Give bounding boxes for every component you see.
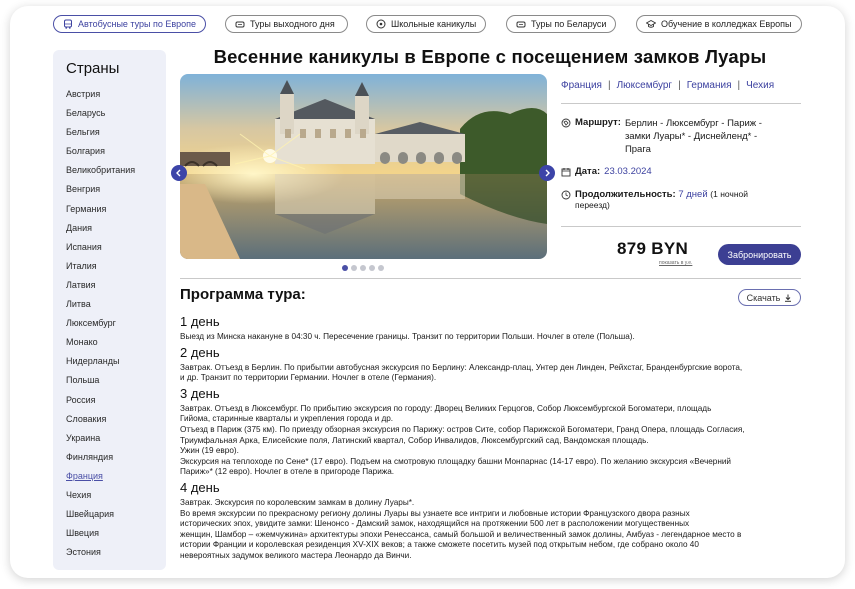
nav-colleges[interactable] <box>636 15 802 33</box>
sidebar-country-item[interactable]: Великобритания <box>66 165 136 176</box>
carousel-dot[interactable] <box>360 265 366 271</box>
sidebar-title: Страны <box>66 60 120 77</box>
sidebar-country-item[interactable]: Монако <box>66 337 98 348</box>
date-label: Дата: <box>575 166 601 177</box>
day-description: Завтрак. Отъезд в Люксембург. По прибытию экскурсия по городу: Дворец Великих Герцогов, Собор Люксембургской Богоматери, площадь Гийома, старинные кварталы и укрепления города и др. Отъезд в Париж (375 км). По приезду обзорная экскурсия по Парижу: остров Сите, собор Парижской Богоматери, Гранд Опера, площадь Согласия, Триумфальная Арка, Елисейские поля, Латинский квартал, Собор Инвалидов, Люксембургский сад, Вандомская площадь. Ужин (19 евро). Экскурсия на теплоходе по Сене* (17 евро). Подъем на смотровую площадку башни Монпарнас (14-17 евро). По желанию экскурсия «Вечерний Париж»* (12 евро). Ночлег в отеле в пригороде Парижа. <box>180 403 745 477</box>
sidebar-country-item[interactable]: Франция <box>66 470 103 481</box>
date-value: 23.03.2024 <box>604 166 652 177</box>
graduation-cap-icon <box>646 19 656 29</box>
nav-weekend-tours[interactable] <box>225 15 348 33</box>
sidebar-country-item[interactable]: Польша <box>66 375 100 386</box>
tour-price: 879 BYN <box>617 239 689 258</box>
divider <box>561 103 801 104</box>
clock-icon <box>561 190 571 200</box>
carousel-dot[interactable] <box>342 265 348 271</box>
download-icon <box>784 294 792 302</box>
sidebar-country-item[interactable]: Чехия <box>66 489 92 500</box>
day-title: 3 день <box>180 385 220 401</box>
day-description: Завтрак. Экскурсия по королевским замкам в долину Луары*. Во время экскурсии по прекрасному региону долины Луары вы узнаете все интриги и любовные истории Французского двора разных исторических эпох, увидите замки: Шенонсо - Дамский замок, находящийся на протяжении 500 лет в расположении могущественных женщин, Шамбор – «жемчужина» архитектуры эпохи Ренессанса, самый большой и величественный замок долины, Амбуаз - легендарное место в истории Франции и королевская резиденция XV-XIX веков; а также сможете посетить музей под открытым небом, где собрано около 40 невероятных задумок великого мастера Леонардо да Винчи. <box>180 497 742 560</box>
nav-label: Школьные каникулы <box>391 19 477 29</box>
download-button[interactable] <box>738 289 801 306</box>
sidebar-country-item[interactable]: Бельгия <box>66 127 100 138</box>
book-button[interactable]: Забронировать <box>718 244 801 265</box>
route-value: Берлин - Люксембург - Париж - замки Луары* - Диснейленд* - Прага <box>624 118 762 155</box>
program-day <box>180 386 810 478</box>
sidebar-country-item[interactable]: Россия <box>66 394 96 405</box>
car-icon <box>235 19 245 29</box>
tour-country-link[interactable]: Германия <box>686 80 732 91</box>
page-frame <box>10 6 845 578</box>
day-title: 2 день <box>180 344 220 360</box>
carousel-next-button[interactable] <box>539 165 555 181</box>
duration-row <box>561 189 785 211</box>
sidebar-country-item[interactable]: Беларусь <box>66 108 106 119</box>
program-day <box>180 480 810 562</box>
sidebar-country-item[interactable]: Швейцария <box>66 509 115 520</box>
sidebar-country-item[interactable]: Дания <box>66 222 92 233</box>
ball-icon <box>376 19 386 29</box>
sidebar-country-item[interactable]: Латвия <box>66 279 96 290</box>
day-description: Завтрак. Отъезд в Берлин. По прибытии автобусная экскурсия по Берлину: Александр-плац, Унтер ден Линден, Рейхстаг, Бранденбургские ворота, и др. Транзит по территории Германии. Ночлег в отеле (Германия). <box>180 362 743 383</box>
tour-country-link[interactable]: Франция <box>561 80 602 91</box>
date-row <box>561 166 652 177</box>
tour-countries <box>561 80 774 91</box>
chevron-left-icon <box>175 169 183 177</box>
route-label: Маршрут: <box>575 117 621 128</box>
route-row <box>561 117 775 156</box>
carousel-dot[interactable] <box>351 265 357 271</box>
carousel-dots <box>342 265 384 271</box>
tour-country-link[interactable]: Чехия <box>746 80 775 91</box>
top-nav <box>53 15 802 33</box>
nav-label: Обучение в колледжах Европы <box>661 19 792 29</box>
sidebar-country-item[interactable]: Италия <box>66 260 97 271</box>
sidebar-country-item[interactable]: Испания <box>66 241 102 252</box>
divider <box>180 278 801 279</box>
duration-note: (1 ночной переезд) <box>575 189 749 210</box>
divider <box>561 226 801 227</box>
program-title: Программа тура: <box>180 286 306 303</box>
sidebar-country-item[interactable]: Нидерланды <box>66 356 120 367</box>
car-icon <box>516 19 526 29</box>
day-title: 4 день <box>180 479 220 495</box>
country-list <box>66 85 166 562</box>
program-day <box>180 314 810 343</box>
program-day <box>180 345 810 384</box>
nav-school-holidays[interactable] <box>366 15 486 33</box>
tour-country-link[interactable]: Люксембург <box>616 80 673 91</box>
sidebar-country-item[interactable]: Германия <box>66 203 107 214</box>
sidebar-country-item[interactable]: Австрия <box>66 89 101 99</box>
duration-label: Продолжительность: <box>575 189 676 200</box>
sidebar-country-item[interactable]: Литва <box>66 299 91 310</box>
day-title: 1 день <box>180 314 220 329</box>
program-days <box>180 312 810 564</box>
nav-label: Автобусные туры по Европе <box>78 19 197 29</box>
sidebar-country-item[interactable]: Украина <box>66 432 101 443</box>
tour-photo <box>180 74 547 259</box>
download-label: Скачать <box>746 292 781 303</box>
sidebar-country-item[interactable]: Эстония <box>66 547 101 558</box>
sidebar-country-item[interactable]: Словакия <box>66 413 107 424</box>
page-title: Весенние каникулы в Европе с посещением замков Луары <box>213 46 767 67</box>
sidebar-country-item[interactable]: Болгария <box>66 146 105 157</box>
separator: | <box>737 80 741 91</box>
bus-icon <box>63 19 73 29</box>
duration-value: 7 дней <box>678 189 708 200</box>
countries-sidebar <box>53 50 166 570</box>
sidebar-country-item[interactable]: Люксембург <box>66 318 116 329</box>
carousel-prev-button[interactable] <box>171 165 187 181</box>
chevron-right-icon <box>543 169 551 177</box>
day-description: Выезд из Минска накануне в 04:30 ч. Пересечение границы. Транзит по территории Польши. Ночлег в отеле (Польша). <box>180 332 635 341</box>
separator: | <box>678 80 681 91</box>
currency-toggle-link[interactable]: показать в у.е. <box>659 260 693 266</box>
carousel-dot[interactable] <box>369 265 375 271</box>
route-icon <box>561 118 571 128</box>
nav-label: Туры выходного дня <box>250 19 335 29</box>
sidebar-country-item[interactable]: Швеция <box>66 528 99 539</box>
carousel-dot[interactable] <box>378 265 384 271</box>
duration-block <box>575 189 785 211</box>
nav-belarus-tours[interactable] <box>506 15 616 33</box>
chateau-image <box>180 74 547 259</box>
calendar-icon <box>561 167 571 177</box>
nav-label: Туры по Беларуси <box>531 19 607 29</box>
sidebar-country-item[interactable]: Венгрия <box>66 184 101 195</box>
sidebar-country-item[interactable]: Финляндия <box>66 451 114 462</box>
nav-bus-tours[interactable] <box>53 15 206 33</box>
separator: | <box>607 80 611 91</box>
